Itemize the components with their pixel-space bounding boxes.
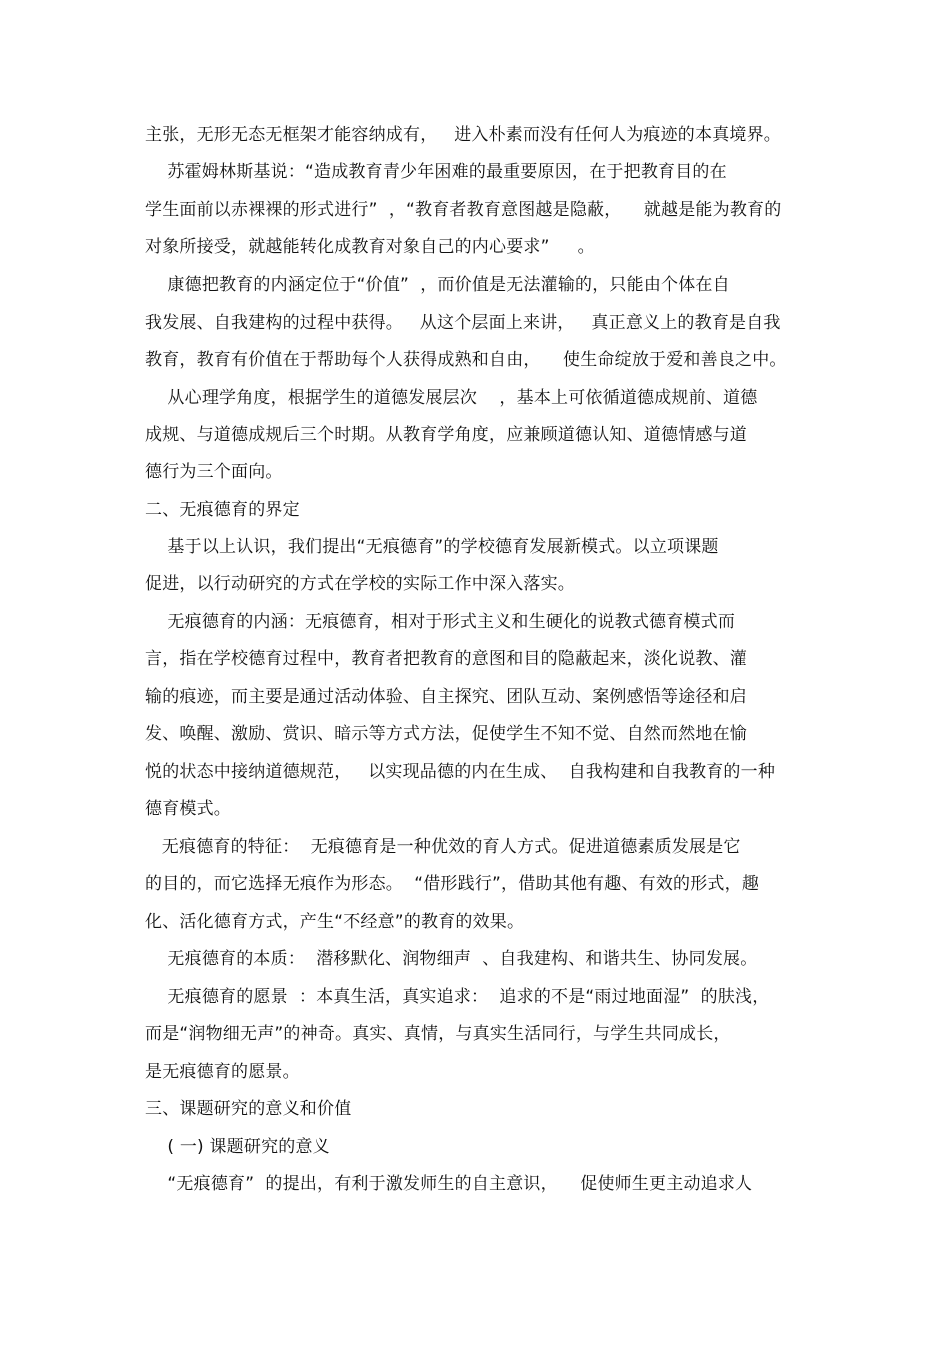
text-line: 成规、与道德成规后三个时期。从教育学角度，应兼顾道德认知、道德情感与道 [145, 425, 747, 445]
text-line: 康德把教育的内涵定位于“价值” ，而价值是无法灌输的，只能由个体在自 [145, 275, 730, 295]
text-line: 的目的，而它选择无痕作为形态。 “借形践行”，借助其他有趣、有效的形式，趣 [145, 874, 760, 894]
section-heading: 二、无痕德育的界定 [145, 500, 300, 520]
text-line: 而是“润物细无声”的神奇。真实、真情，与真实生活同行，与学生共同成长， [145, 1024, 731, 1044]
text-line: 从心理学角度，根据学生的道德发展层次 ，基本上可依循道德成规前、道德 [145, 388, 758, 408]
text-line: 言，指在学校德育过程中，教育者把教育的意图和目的隐蔽起来，淡化说教、灌 [145, 649, 747, 669]
subsection-heading: ( 一) 课题研究的意义 [145, 1137, 330, 1157]
text-line: 无痕德育的特征： 无痕德育是一种优效的育人方式。促进道德素质发展是它 [145, 837, 741, 857]
text-line: 输的痕迹，而主要是通过活动体验、自主探究、团队互动、案例感悟等途径和启 [145, 687, 747, 707]
text-line: “无痕德育” 的提出，有利于激发师生的自主意识， 促使师生更主动追求人 [145, 1174, 753, 1194]
text-line: 基于以上认识，我们提出“无痕德育”的学校德育发展新模式。以立项课题 [145, 537, 719, 557]
text-line: 德育模式。 [145, 799, 231, 819]
text-line: 德行为三个面向。 [145, 462, 283, 482]
text-line: 化、活化德育方式，产生“不经意”的教育的效果。 [145, 912, 525, 932]
text-line: 对象所接受，就越能转化成教育对象自己的内心要求” 。 [145, 237, 595, 257]
text-line: 促进，以行动研究的方式在学校的实际工作中深入落实。 [145, 574, 575, 594]
text-line: 悦的状态中接纳道德规范， 以实现品德的内在生成、 自我构建和自我教育的一种 [145, 762, 776, 782]
text-line: 教育，教育有价值在于帮助每个人获得成熟和自由， 使生命绽放于爱和善良之中。 [145, 350, 787, 370]
text-line: 学生面前以赤裸裸的形式进行” ，“教育者教育意图越是隐蔽， 就越是能为教育的 [145, 200, 782, 220]
text-line: 苏霍姆林斯基说：“造成教育青少年困难的最重要原因，在于把教育目的在 [145, 162, 727, 182]
text-line: 主张，无形无态无框架才能容纳成有， 进入朴素而没有任何人为痕迹的本真境界。 [145, 125, 782, 145]
text-line: 我发展、自我建构的过程中获得。 从这个层面上来讲， 真正意义上的教育是自我 [145, 313, 781, 333]
text-line: 无痕德育的本质： 潜移默化、润物细声 、自我建构、和谐共生、协同发展。 [145, 949, 758, 969]
section-heading: 三、课题研究的意义和价值 [145, 1099, 352, 1119]
text-line: 是无痕德育的愿景。 [145, 1062, 300, 1082]
text-line: 无痕德育的内涵：无痕德育，相对于形式主义和生硬化的说教式德育模式而 [145, 612, 736, 632]
text-line: 无痕德育的愿景 ：本真生活，真实追求： 追求的不是“雨过地面湿” 的肤浅， [145, 987, 770, 1007]
text-line: 发、唤醒、激励、赏识、暗示等方式方法，促使学生不知不觉、自然而然地在愉 [145, 724, 747, 744]
